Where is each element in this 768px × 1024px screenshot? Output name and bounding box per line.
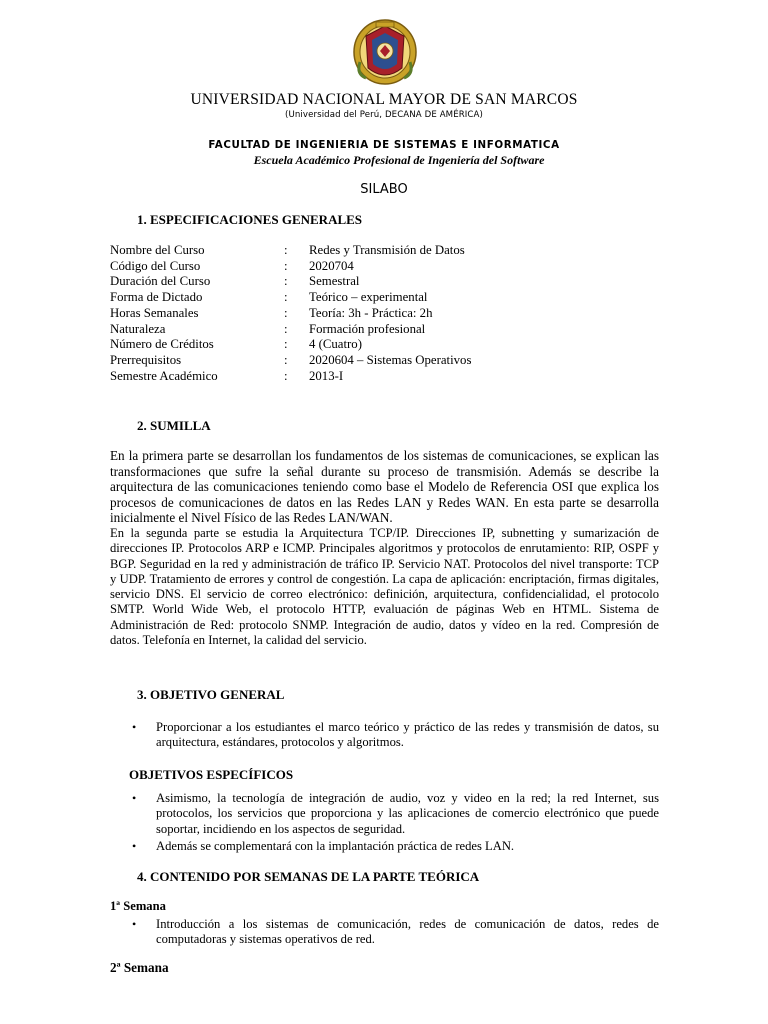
table-row bbox=[110, 322, 670, 338]
list-item-text: Introducción a los sistemas de comunicación, redes de comunicación de datos, redes de computadoras y sistemas operativos de red. bbox=[156, 917, 659, 947]
sumilla-paragraph-2: En la segunda parte se estudia la Arquitectura TCP/IP. Direcciones IP, subnetting y sumarización de direcciones IP. Protocolos ARP e ICMP. Principales algoritmos y protocolos de enrutamiento: RIP, OSPF y BGP. Seguridad en la red y administración de tráfico IP. Servicio NAT. Protocolos del nivel transporte: TCP y UDP. Tratamiento de errores y control de congestión. La capa de aplicación: encriptación, firmas digitales, servicio DNS. El servicio de correo electrónico: definición, arquitectura, confidencialidad, el protocolo SMTP. World Wide Web, el protocolo HTTP, evaluación de páginas Web en HTML. Sistema de Administración de Red: protocolo SNMP. Integración de audio, datos y vídeo en la red. Compresión de datos. Telefonía en Internet, la calidad del servicio. bbox=[110, 525, 659, 648]
faculty-name: FACULTAD DE INGENIERIA DE SISTEMAS E INFORMATICA bbox=[208, 139, 560, 151]
school-name: Escuela Académico Profesional de Ingeniería del Software bbox=[253, 153, 545, 167]
spec-value: 2020604 – Sistemas Operativos bbox=[309, 352, 472, 367]
specifications-table bbox=[110, 243, 670, 384]
spec-key: Semestre Académico bbox=[110, 368, 218, 383]
list-item-text: Proporcionar a los estudiantes el marco teórico y práctico de las redes y transmisión de datos, su arquitectura, estándares, protocolos y algoritmos. bbox=[156, 720, 659, 750]
spec-value: 2020704 bbox=[309, 258, 354, 273]
spec-separator: : bbox=[284, 352, 288, 367]
spec-separator: : bbox=[284, 305, 288, 320]
bullet-icon: • bbox=[132, 791, 137, 805]
spec-value: 2013-I bbox=[309, 368, 344, 383]
spec-key: Prerrequisitos bbox=[110, 352, 182, 367]
section-heading-contenido: 4. CONTENIDO POR SEMANAS DE LA PARTE TEÓRICA bbox=[137, 869, 480, 884]
spec-key: Duración del Curso bbox=[110, 274, 211, 289]
week-2-label: 2ª Semana bbox=[110, 960, 169, 975]
list-item-text: Además se complementará con la implantación práctica de redes LAN. bbox=[156, 839, 515, 854]
list-item bbox=[110, 791, 659, 837]
spec-key: Forma de Dictado bbox=[110, 290, 203, 305]
list-item bbox=[110, 917, 659, 948]
section-heading-objetivo-general: 3. OBJETIVO GENERAL bbox=[137, 687, 285, 702]
week-1-list bbox=[110, 917, 659, 950]
sumilla-text bbox=[110, 448, 659, 648]
section-heading-especificaciones: 1. ESPECIFICACIONES GENERALES bbox=[137, 212, 363, 227]
bullet-icon: • bbox=[132, 917, 137, 931]
objetivos-especificos-list bbox=[110, 791, 659, 857]
spec-key: Código del Curso bbox=[110, 258, 201, 273]
spec-value: Formación profesional bbox=[309, 321, 426, 336]
spec-separator: : bbox=[284, 321, 288, 336]
spec-key: Número de Créditos bbox=[110, 337, 214, 352]
table-row bbox=[110, 369, 670, 385]
list-item bbox=[110, 720, 659, 751]
list-item bbox=[110, 839, 659, 854]
spec-separator: : bbox=[284, 337, 288, 352]
section-heading-objetivos-especificos: OBJETIVOS ESPECÍFICOS bbox=[129, 767, 294, 782]
document-title: SILABO bbox=[360, 182, 408, 197]
spec-value: Redes y Transmisión de Datos bbox=[309, 243, 465, 257]
spec-separator: : bbox=[284, 243, 288, 257]
list-item-text: Asimismo, la tecnología de integración de audio, voz y video en la red; la red Internet, sus protocolos, los servicios que proporciona y las aplicaciones de comercio electrónico que puede soportar, incidiendo en los aspectos de seguridad. bbox=[156, 791, 659, 836]
spec-key: Horas Semanales bbox=[110, 305, 199, 320]
table-row bbox=[110, 243, 670, 259]
spec-value: Teórico – experimental bbox=[309, 290, 428, 305]
spec-key: Naturaleza bbox=[110, 321, 166, 336]
university-crest-logo bbox=[352, 18, 418, 86]
sumilla-paragraph-1: En la primera parte se desarrollan los fundamentos de los sistemas de comunicaciones, se explican las transformaciones que sufre la señal durante su proceso de transmisión. Además se describe la arquitectura de las comunicaciones teniendo como base el Modelo de Referencia OSI que explica los procesos de comunicaciones de datos en las Redes LAN y Redes WAN. En esta parte se desarrolla inicialmente el Nivel Físico de las Redes LAN/WAN. bbox=[110, 448, 659, 526]
spec-value: Teoría: 3h - Práctica: 2h bbox=[309, 305, 433, 320]
university-name: UNIVERSIDAD NACIONAL MAYOR DE SAN MARCOS bbox=[190, 91, 578, 108]
spec-key: Nombre del Curso bbox=[110, 243, 205, 257]
section-heading-sumilla: 2. SUMILLA bbox=[137, 418, 211, 433]
spec-separator: : bbox=[284, 258, 288, 273]
table-row bbox=[110, 337, 670, 353]
table-row bbox=[110, 259, 670, 275]
spec-value: 4 (Cuatro) bbox=[309, 337, 362, 352]
table-row bbox=[110, 353, 670, 369]
bullet-icon: • bbox=[132, 839, 137, 854]
table-row bbox=[110, 306, 670, 322]
spec-value: Semestral bbox=[309, 274, 360, 289]
bullet-icon: • bbox=[132, 720, 137, 734]
table-row bbox=[110, 290, 670, 306]
university-subtitle: (Universidad del Perú, DECANA DE AMÉRICA) bbox=[285, 110, 483, 120]
table-row bbox=[110, 274, 670, 290]
spec-separator: : bbox=[284, 274, 288, 289]
objetivo-general-list bbox=[110, 720, 659, 753]
week-1-label: 1ª Semana bbox=[110, 899, 166, 913]
spec-separator: : bbox=[284, 368, 288, 383]
spec-separator: : bbox=[284, 290, 288, 305]
